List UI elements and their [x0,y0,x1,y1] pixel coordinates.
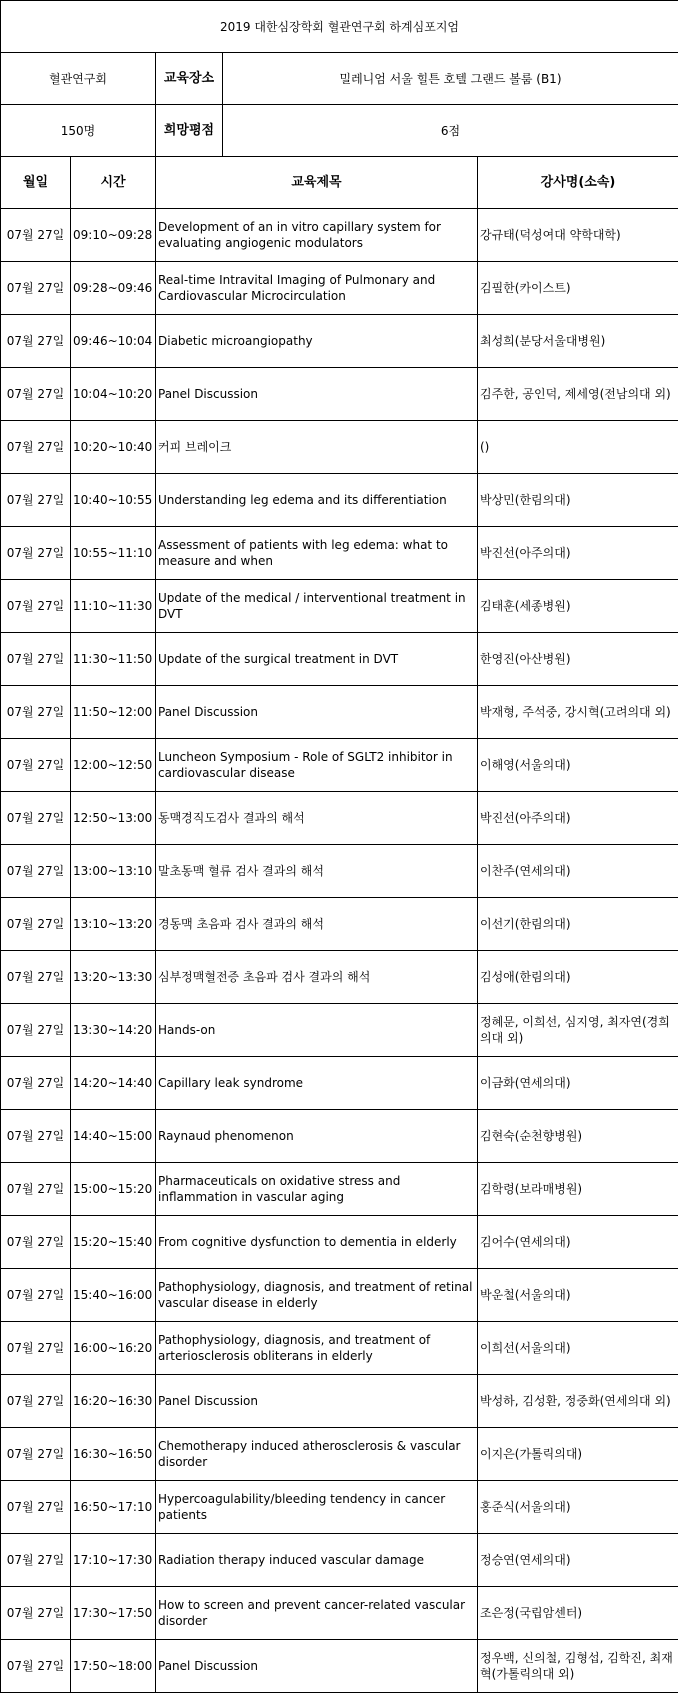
date-cell: 07월 27일 [1,1375,71,1428]
speaker-cell: 한영진(아산병원) [478,633,678,686]
title-cell: Hypercoagulability/bleeding tendency in cancer patients [156,1481,478,1534]
speaker-cell: 강규태(덕성여대 약학대학) [478,209,678,262]
speaker-cell: 최성희(분당서울대병원) [478,315,678,368]
table-row [1,262,678,315]
date-cell: 07월 27일 [1,262,71,315]
table-row [1,1587,678,1640]
speaker-cell: 김현숙(순천향병원) [478,1110,678,1163]
date-cell: 07월 27일 [1,739,71,792]
column-header-speaker: 강사명(소속) [478,157,678,209]
title-cell: Pharmaceuticals on oxidative stress and inflammation in vascular aging [156,1163,478,1216]
table-row [1,209,678,262]
time-cell: 15:00~15:20 [71,1163,156,1216]
time-cell: 13:10~13:20 [71,898,156,951]
table-row [1,633,678,686]
speaker-cell: 박운철(서울의대) [478,1269,678,1322]
date-cell: 07월 27일 [1,527,71,580]
speaker-cell: 이금화(연세의대) [478,1057,678,1110]
speaker-cell: 이찬주(연세의대) [478,845,678,898]
date-cell: 07월 27일 [1,1269,71,1322]
time-cell: 13:00~13:10 [71,845,156,898]
table-row [1,1534,678,1587]
time-cell: 14:20~14:40 [71,1057,156,1110]
table-row [1,1481,678,1534]
date-cell: 07월 27일 [1,209,71,262]
table-row [1,686,678,739]
time-cell: 10:55~11:10 [71,527,156,580]
title-cell: Pathophysiology, diagnosis, and treatment of retinal vascular disease in elderly [156,1269,478,1322]
time-cell: 17:10~17:30 [71,1534,156,1587]
date-cell: 07월 27일 [1,1640,71,1693]
time-cell: 09:28~09:46 [71,262,156,315]
speaker-cell: 박진선(아주의대) [478,792,678,845]
time-cell: 17:50~18:00 [71,1640,156,1693]
table-row [1,1057,678,1110]
credit-label: 희망평점 [156,105,223,156]
date-cell: 07월 27일 [1,898,71,951]
column-header-title: 교육제목 [156,157,478,209]
speaker-cell: 김어수(연세의대) [478,1216,678,1269]
table-row [1,580,678,633]
table-row [1,951,678,1004]
speaker-cell: 김성애(한림의대) [478,951,678,1004]
title-cell: 경동맥 초음파 검사 결과의 해석 [156,898,478,951]
title-cell: Real-time Intravital Imaging of Pulmonary and Cardiovascular Microcirculation [156,262,478,315]
title-cell: Pathophysiology, diagnosis, and treatment of arteriosclerosis obliterans in elderly [156,1322,478,1375]
title-cell: Panel Discussion [156,368,478,421]
time-cell: 11:30~11:50 [71,633,156,686]
time-cell: 10:20~10:40 [71,421,156,474]
time-cell: 14:40~15:00 [71,1110,156,1163]
time-cell: 16:50~17:10 [71,1481,156,1534]
table-row [1,421,678,474]
table-row [1,739,678,792]
title-cell: How to screen and prevent cancer-related vascular disorder [156,1587,478,1640]
date-cell: 07월 27일 [1,1587,71,1640]
speaker-cell: 박진선(아주의대) [478,527,678,580]
title-cell: Development of an in vitro capillary system for evaluating angiogenic modulators [156,209,478,262]
table-row [1,474,678,527]
speaker-cell: 김주한, 공인덕, 제세영(전남의대 외) [478,368,678,421]
time-cell: 16:20~16:30 [71,1375,156,1428]
column-header-date: 월일 [1,157,71,209]
speaker-cell: 이희선(서울의대) [478,1322,678,1375]
time-cell: 17:30~17:50 [71,1587,156,1640]
speaker-cell: 홍준식(서울의대) [478,1481,678,1534]
speaker-cell: 김태훈(세종병원) [478,580,678,633]
table-row [1,1216,678,1269]
speaker-cell: () [478,421,678,474]
speaker-cell: 김학령(보라매병원) [478,1163,678,1216]
speaker-cell: 이해영(서울의대) [478,739,678,792]
title-cell: Panel Discussion [156,1640,478,1693]
table-row [1,1110,678,1163]
credit-row [1,105,678,157]
title-cell: Raynaud phenomenon [156,1110,478,1163]
speaker-cell: 정우백, 신의철, 김형섭, 김학진, 최재혁(가톨릭의대 외) [478,1640,678,1693]
date-cell: 07월 27일 [1,1481,71,1534]
date-cell: 07월 27일 [1,1428,71,1481]
column-header-time: 시간 [71,157,156,209]
title-cell: 심부정맥혈전증 초음파 검사 결과의 해석 [156,951,478,1004]
title-cell: Understanding leg edema and its differentiation [156,474,478,527]
date-cell: 07월 27일 [1,421,71,474]
time-cell: 09:46~10:04 [71,315,156,368]
time-cell: 15:40~16:00 [71,1269,156,1322]
table-row [1,1322,678,1375]
table-row [1,792,678,845]
date-cell: 07월 27일 [1,1163,71,1216]
speaker-cell: 정혜문, 이희선, 심지영, 최자연(경희의대 외) [478,1004,678,1057]
title-cell: Luncheon Symposium - Role of SGLT2 inhibitor in cardiovascular disease [156,739,478,792]
credit-value: 6점 [440,123,461,138]
title-cell: Assessment of patients with leg edema: what to measure and when [156,527,478,580]
location-row-detail [156,53,678,105]
time-cell: 15:20~15:40 [71,1216,156,1269]
title-row [1,1,678,53]
time-cell: 16:30~16:50 [71,1428,156,1481]
date-cell: 07월 27일 [1,1216,71,1269]
speaker-cell: 정승연(연세의대) [478,1534,678,1587]
date-cell: 07월 27일 [1,845,71,898]
location-value: 밀레니엄 서울 힐튼 호텔 그랜드 볼룸 (B1) [339,71,562,86]
time-cell: 16:00~16:20 [71,1322,156,1375]
speaker-cell: 박상민(한림의대) [478,474,678,527]
time-cell: 10:40~10:55 [71,474,156,527]
speaker-cell: 박성하, 김성환, 정중화(연세의대 외) [478,1375,678,1428]
title-cell: Chemotherapy induced atherosclerosis & vascular disorder [156,1428,478,1481]
title-cell: Panel Discussion [156,1375,478,1428]
time-cell: 13:20~13:30 [71,951,156,1004]
date-cell: 07월 27일 [1,1110,71,1163]
time-cell: 09:10~09:28 [71,209,156,262]
date-cell: 07월 27일 [1,368,71,421]
title-cell: Update of the surgical treatment in DVT [156,633,478,686]
date-cell: 07월 27일 [1,1534,71,1587]
date-cell: 07월 27일 [1,474,71,527]
table-row [1,1640,678,1693]
capacity: 150명 [1,105,156,157]
date-cell: 07월 27일 [1,1322,71,1375]
date-cell: 07월 27일 [1,951,71,1004]
title-cell: 말초동맥 혈류 검사 결과의 해석 [156,845,478,898]
time-cell: 12:00~12:50 [71,739,156,792]
table-row [1,1004,678,1057]
date-cell: 07월 27일 [1,580,71,633]
title-cell: 동맥경직도검사 결과의 해석 [156,792,478,845]
table-row [1,527,678,580]
table-row [1,845,678,898]
table-row [1,1269,678,1322]
time-cell: 13:30~14:20 [71,1004,156,1057]
location-row [1,53,678,105]
speaker-cell: 조은정(국립암센터) [478,1587,678,1640]
date-cell: 07월 27일 [1,792,71,845]
title-cell: Radiation therapy induced vascular damage [156,1534,478,1587]
speaker-cell: 이선기(한림의대) [478,898,678,951]
credit-row-detail [156,105,678,157]
time-cell: 10:04~10:20 [71,368,156,421]
date-cell: 07월 27일 [1,1004,71,1057]
title-cell: From cognitive dysfunction to dementia in elderly [156,1216,478,1269]
speaker-cell: 김필한(카이스트) [478,262,678,315]
title-cell: Diabetic microangiopathy [156,315,478,368]
title-cell: Panel Discussion [156,686,478,739]
table-row [1,368,678,421]
column-header-row [1,157,678,209]
title-cell: 커피 브레이크 [156,421,478,474]
time-cell: 11:50~12:00 [71,686,156,739]
table-row [1,898,678,951]
schedule-table-body [1,1,678,1693]
time-cell: 11:10~11:30 [71,580,156,633]
location-label: 교육장소 [156,53,223,104]
date-cell: 07월 27일 [1,633,71,686]
table-row [1,1428,678,1481]
date-cell: 07월 27일 [1,1057,71,1110]
title-cell: Update of the medical / interventional treatment in DVT [156,580,478,633]
table-row [1,315,678,368]
title-cell: Capillary leak syndrome [156,1057,478,1110]
organizer: 혈관연구회 [1,53,156,105]
time-cell: 12:50~13:00 [71,792,156,845]
table-row [1,1375,678,1428]
date-cell: 07월 27일 [1,315,71,368]
event-title: 2019 대한심장학회 혈관연구회 하계심포지엄 [1,1,678,53]
speaker-cell: 박재형, 주석중, 강시혁(고려의대 외) [478,686,678,739]
title-cell: Hands-on [156,1004,478,1057]
date-cell: 07월 27일 [1,686,71,739]
speaker-cell: 이지은(가톨릭의대) [478,1428,678,1481]
table-row [1,1163,678,1216]
